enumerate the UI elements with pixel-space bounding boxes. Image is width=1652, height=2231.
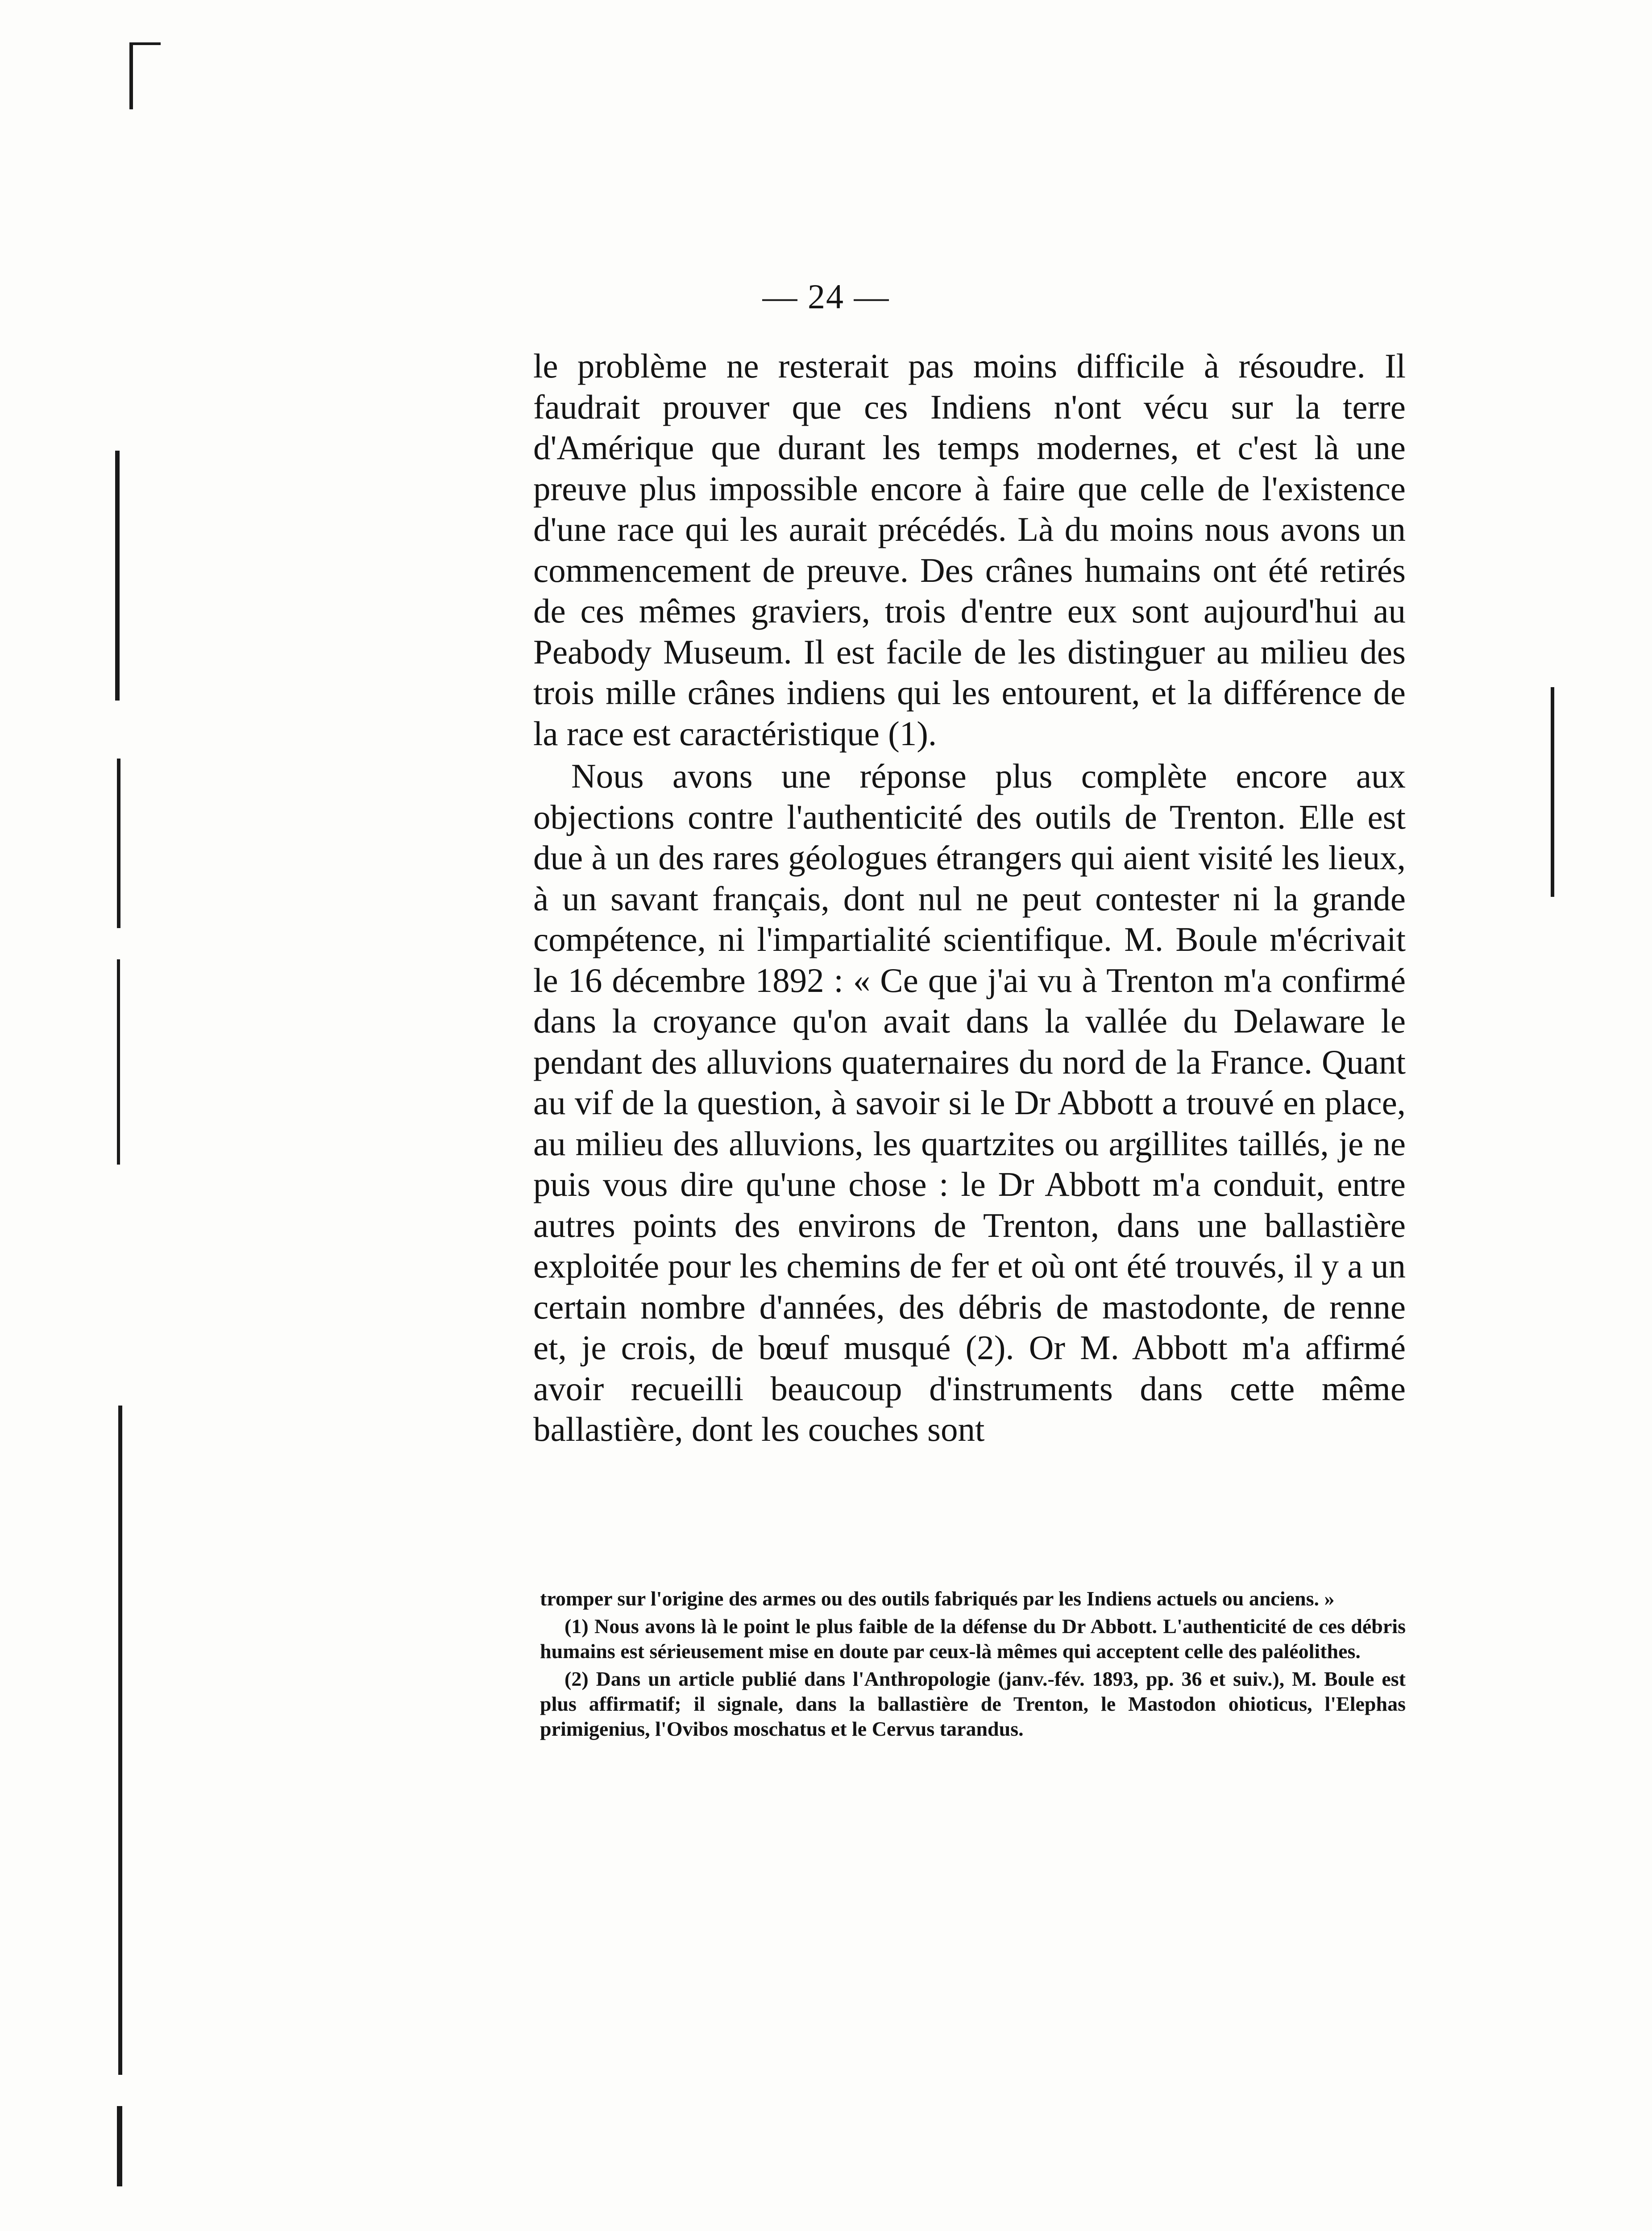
- footnote-2: (2) Dans un article publié dans l'Anthropologie (janv.-fév. 1893, pp. 36 et suiv.), M. Boule est plus affirmatif; il signale, dans la ballastière de Trenton, le Mastodon ohioticus, l'Elephas primigenius, l'Ovibos moschatus et le Cervus tarandus.: [540, 1667, 1406, 1740]
- paragraph: Nous avons une réponse plus complète encore aux objections contre l'authenticité des outils de Trenton. Elle est due à un des rares géologues étrangers qui aient visité les lieux, à un savant français, dont nul ne peut contester ni la grande compétence, ni l'impartialité scientifique. M. Boule m'écrivait le 16 décembre 1892 : « Ce que j'ai vu à Trenton m'a confirmé dans la croyance qu'on avait dans la vallée du Delaware le pendant des alluvions quaternaires du nord de la France. Quant au vif de la question, à savoir si le Dr Abbott a trouvé en place, au milieu des alluvions, les quartzites ou argillites taillés, je ne puis vous dire qu'une chose : le Dr Abbott m'a conduit, entre autres points des environs de Trenton, dans une ballastière exploitée pour les chemins de fer et où ont été trouvés, il y a un certain nombre d'années, des débris de mastodonte, de renne et, je crois, de bœuf musqué (2). Or M. Abbott m'a affirmé avoir recueilli beaucoup d'instruments dans cette même ballastière, dont les couches sont: [533, 757, 1406, 1448]
- binding-edge-mark: [117, 2106, 122, 2186]
- footnote-1: (1) Nous avons là le point le plus faible de la défense du Dr Abbott. L'authenticité de ces débris humains est sérieusement mise en doute par ceux-là mêmes qui acceptent celle des paléolithes.: [540, 1615, 1406, 1663]
- binding-edge-mark: [118, 1406, 122, 2075]
- binding-edge-mark: [115, 451, 120, 701]
- binding-edge-mark: [117, 959, 120, 1165]
- paragraph: le problème ne resterait pas moins difficile à résoudre. Il faudrait prouver que ces Indiens n'ont vécu sur la terre d'Amérique que durant les temps modernes, et c'est là une preuve plus impossible encore à faire que celle de l'existence d'une race qui les aurait précédés. Là du moins nous avons un commencement de preuve. Des crânes humains ont été retirés de ces mêmes graviers, trois d'entre eux sont aujourd'hui au Peabody Museum. Il est facile de les distinguer au milieu des trois mille crânes indiens qui les entourent, et la différence de la race est caractéristique (1).: [533, 347, 1406, 753]
- binding-edge-mark: [129, 42, 133, 109]
- footnote-continuation: tromper sur l'origine des armes ou des outils fabriqués par les Indiens actuels ou anciens. »: [540, 1587, 1335, 1610]
- page-number: — 24 —: [762, 277, 890, 316]
- footnotes: [540, 1586, 1406, 1744]
- right-edge-mark: [1551, 687, 1554, 897]
- main-text: [533, 346, 1406, 1450]
- binding-edge-mark: [117, 759, 120, 928]
- binding-edge-mark: [129, 42, 161, 45]
